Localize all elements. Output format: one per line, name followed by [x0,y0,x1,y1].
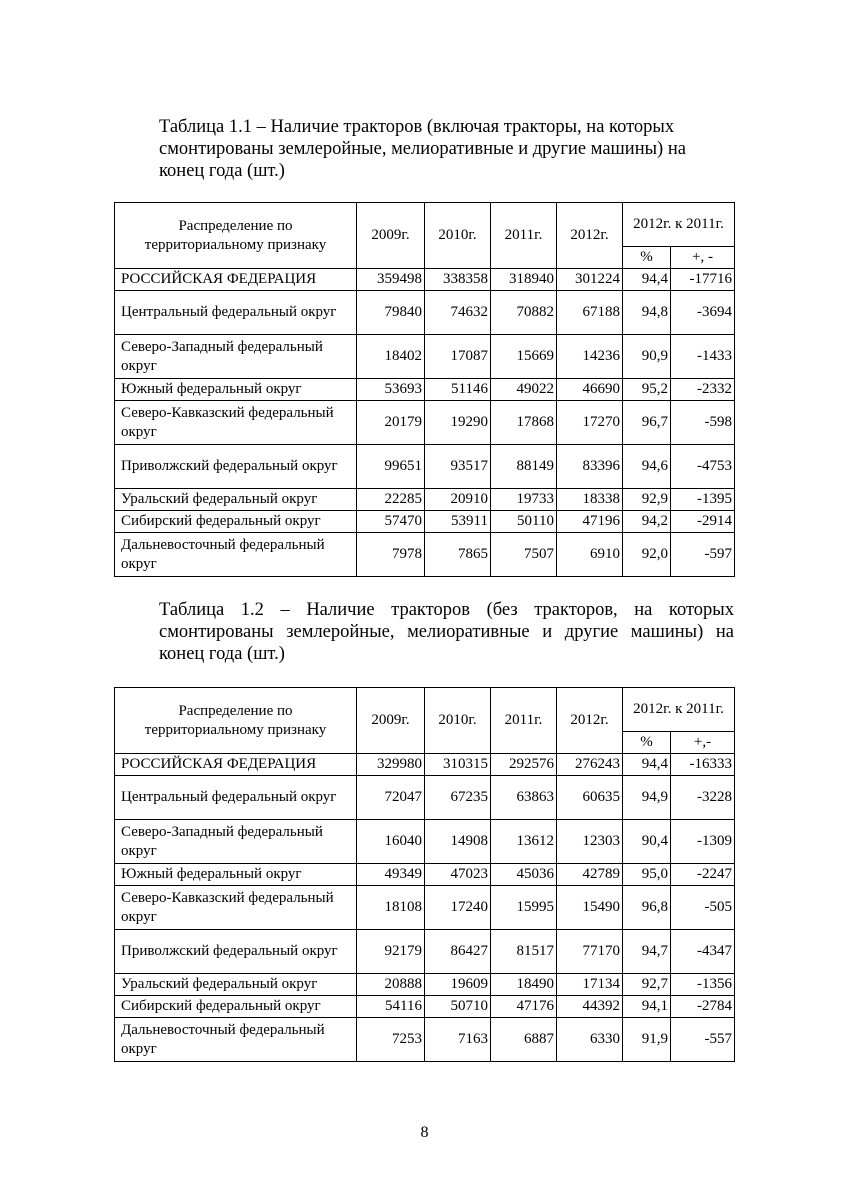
diff-cell: -1395 [671,489,735,511]
table1 [114,202,735,577]
region-cell: Приволжский федеральный округ [115,930,357,974]
value-cell: 14236 [557,335,623,379]
value-cell: 329980 [357,754,425,776]
value-cell: 44392 [557,996,623,1018]
value-cell: 81517 [491,930,557,974]
header-year: 2011г. [491,203,557,269]
value-cell: 18338 [557,489,623,511]
header-diff: +, - [671,247,735,269]
diff-cell: -2914 [671,511,735,533]
header-year: 2009г. [357,688,425,754]
region-cell: Центральный федеральный округ [115,776,357,820]
header-pct: % [623,732,671,754]
value-cell: 20179 [357,401,425,445]
table-row [115,401,735,445]
pct-cell: 96,7 [623,401,671,445]
value-cell: 83396 [557,445,623,489]
diff-cell: -2784 [671,996,735,1018]
diff-cell: -4347 [671,930,735,974]
value-cell: 99651 [357,445,425,489]
region-cell: РОССИЙСКАЯ ФЕДЕРАЦИЯ [115,269,357,291]
value-cell: 47176 [491,996,557,1018]
pct-cell: 96,8 [623,886,671,930]
value-cell: 47023 [425,864,491,886]
table-row [115,445,735,489]
value-cell: 79840 [357,291,425,335]
header-year: 2012г. [557,688,623,754]
table2 [114,687,735,1062]
value-cell: 18490 [491,974,557,996]
region-cell: Северо-Кавказский федеральный округ [115,886,357,930]
pct-cell: 94,7 [623,930,671,974]
table-row [115,511,735,533]
value-cell: 301224 [557,269,623,291]
value-cell: 88149 [491,445,557,489]
table-row [115,864,735,886]
header-pct: % [623,247,671,269]
diff-cell: -598 [671,401,735,445]
value-cell: 19290 [425,401,491,445]
value-cell: 42789 [557,864,623,886]
value-cell: 22285 [357,489,425,511]
header-diff: +,- [671,732,735,754]
value-cell: 19609 [425,974,491,996]
diff-cell: -3228 [671,776,735,820]
table-row [115,776,735,820]
value-cell: 7978 [357,533,425,577]
header-year: 2012г. [557,203,623,269]
value-cell: 70882 [491,291,557,335]
diff-cell: -557 [671,1018,735,1062]
pct-cell: 92,0 [623,533,671,577]
value-cell: 47196 [557,511,623,533]
region-cell: Дальневосточный федеральный округ [115,1018,357,1062]
table-row [115,996,735,1018]
table-row [115,291,735,335]
value-cell: 338358 [425,269,491,291]
table-row [115,754,735,776]
header-year: 2011г. [491,688,557,754]
diff-cell: -3694 [671,291,735,335]
value-cell: 60635 [557,776,623,820]
diff-cell: -2332 [671,379,735,401]
value-cell: 54116 [357,996,425,1018]
pct-cell: 94,9 [623,776,671,820]
pct-cell: 95,2 [623,379,671,401]
pct-cell: 95,0 [623,864,671,886]
region-cell: Сибирский федеральный округ [115,996,357,1018]
value-cell: 74632 [425,291,491,335]
region-cell: РОССИЙСКАЯ ФЕДЕРАЦИЯ [115,754,357,776]
header-region: Распределение по территориальному признаку [115,203,357,269]
value-cell: 67235 [425,776,491,820]
value-cell: 50710 [425,996,491,1018]
value-cell: 51146 [425,379,491,401]
diff-cell: -4753 [671,445,735,489]
pct-cell: 90,9 [623,335,671,379]
value-cell: 72047 [357,776,425,820]
value-cell: 77170 [557,930,623,974]
region-cell: Северо-Западный федеральный округ [115,820,357,864]
value-cell: 17868 [491,401,557,445]
pct-cell: 94,1 [623,996,671,1018]
value-cell: 292576 [491,754,557,776]
region-cell: Центральный федеральный округ [115,291,357,335]
value-cell: 14908 [425,820,491,864]
value-cell: 49349 [357,864,425,886]
header-region: Распределение по территориальному признаку [115,688,357,754]
table-row [115,974,735,996]
value-cell: 15669 [491,335,557,379]
value-cell: 7507 [491,533,557,577]
table-row [115,379,735,401]
table2-caption: Таблица 1.2 – Наличие тракторов (без тракторов, на которых смонтированы землеройные, мелиоративные и другие машины) на конец года (шт.) [159,600,734,664]
region-cell: Приволжский федеральный округ [115,445,357,489]
header-compare: 2012г. к 2011г. [623,203,735,247]
diff-cell: -17716 [671,269,735,291]
table-row [115,886,735,930]
pct-cell: 92,7 [623,974,671,996]
region-cell: Уральский федеральный округ [115,974,357,996]
value-cell: 13612 [491,820,557,864]
pct-cell: 92,9 [623,489,671,511]
table-row [115,489,735,511]
value-cell: 17240 [425,886,491,930]
value-cell: 17087 [425,335,491,379]
table-row [115,930,735,974]
diff-cell: -1356 [671,974,735,996]
table-row [115,269,735,291]
value-cell: 46690 [557,379,623,401]
pct-cell: 94,2 [623,511,671,533]
value-cell: 15995 [491,886,557,930]
value-cell: 6330 [557,1018,623,1062]
value-cell: 359498 [357,269,425,291]
value-cell: 57470 [357,511,425,533]
value-cell: 16040 [357,820,425,864]
value-cell: 6910 [557,533,623,577]
value-cell: 19733 [491,489,557,511]
pct-cell: 94,4 [623,269,671,291]
region-cell: Южный федеральный округ [115,379,357,401]
region-cell: Уральский федеральный округ [115,489,357,511]
diff-cell: -2247 [671,864,735,886]
diff-cell: -597 [671,533,735,577]
value-cell: 17270 [557,401,623,445]
diff-cell: -16333 [671,754,735,776]
value-cell: 15490 [557,886,623,930]
value-cell: 20888 [357,974,425,996]
value-cell: 18108 [357,886,425,930]
header-compare: 2012г. к 2011г. [623,688,735,732]
pct-cell: 94,4 [623,754,671,776]
pct-cell: 94,6 [623,445,671,489]
pct-cell: 90,4 [623,820,671,864]
value-cell: 92179 [357,930,425,974]
table-row [115,820,735,864]
value-cell: 20910 [425,489,491,511]
value-cell: 7253 [357,1018,425,1062]
table1-caption: Таблица 1.1 – Наличие тракторов (включая тракторы, на которых смонтированы землеройные, мелиоративные и другие машины) на конец года (шт.) [159,117,686,181]
region-cell: Дальневосточный федеральный округ [115,533,357,577]
region-cell: Южный федеральный округ [115,864,357,886]
value-cell: 318940 [491,269,557,291]
header-year: 2010г. [425,203,491,269]
value-cell: 49022 [491,379,557,401]
diff-cell: -1433 [671,335,735,379]
table-row [115,533,735,577]
table-row [115,335,735,379]
value-cell: 17134 [557,974,623,996]
value-cell: 6887 [491,1018,557,1062]
pct-cell: 94,8 [623,291,671,335]
value-cell: 310315 [425,754,491,776]
region-cell: Северо-Кавказский федеральный округ [115,401,357,445]
region-cell: Северо-Западный федеральный округ [115,335,357,379]
value-cell: 67188 [557,291,623,335]
header-year: 2010г. [425,688,491,754]
header-year: 2009г. [357,203,425,269]
value-cell: 53911 [425,511,491,533]
value-cell: 12303 [557,820,623,864]
value-cell: 18402 [357,335,425,379]
value-cell: 276243 [557,754,623,776]
table-row [115,1018,735,1062]
diff-cell: -1309 [671,820,735,864]
value-cell: 63863 [491,776,557,820]
value-cell: 7865 [425,533,491,577]
region-cell: Сибирский федеральный округ [115,511,357,533]
page-number: 8 [420,1124,429,1141]
value-cell: 93517 [425,445,491,489]
value-cell: 86427 [425,930,491,974]
value-cell: 53693 [357,379,425,401]
diff-cell: -505 [671,886,735,930]
pct-cell: 91,9 [623,1018,671,1062]
value-cell: 45036 [491,864,557,886]
value-cell: 7163 [425,1018,491,1062]
value-cell: 50110 [491,511,557,533]
